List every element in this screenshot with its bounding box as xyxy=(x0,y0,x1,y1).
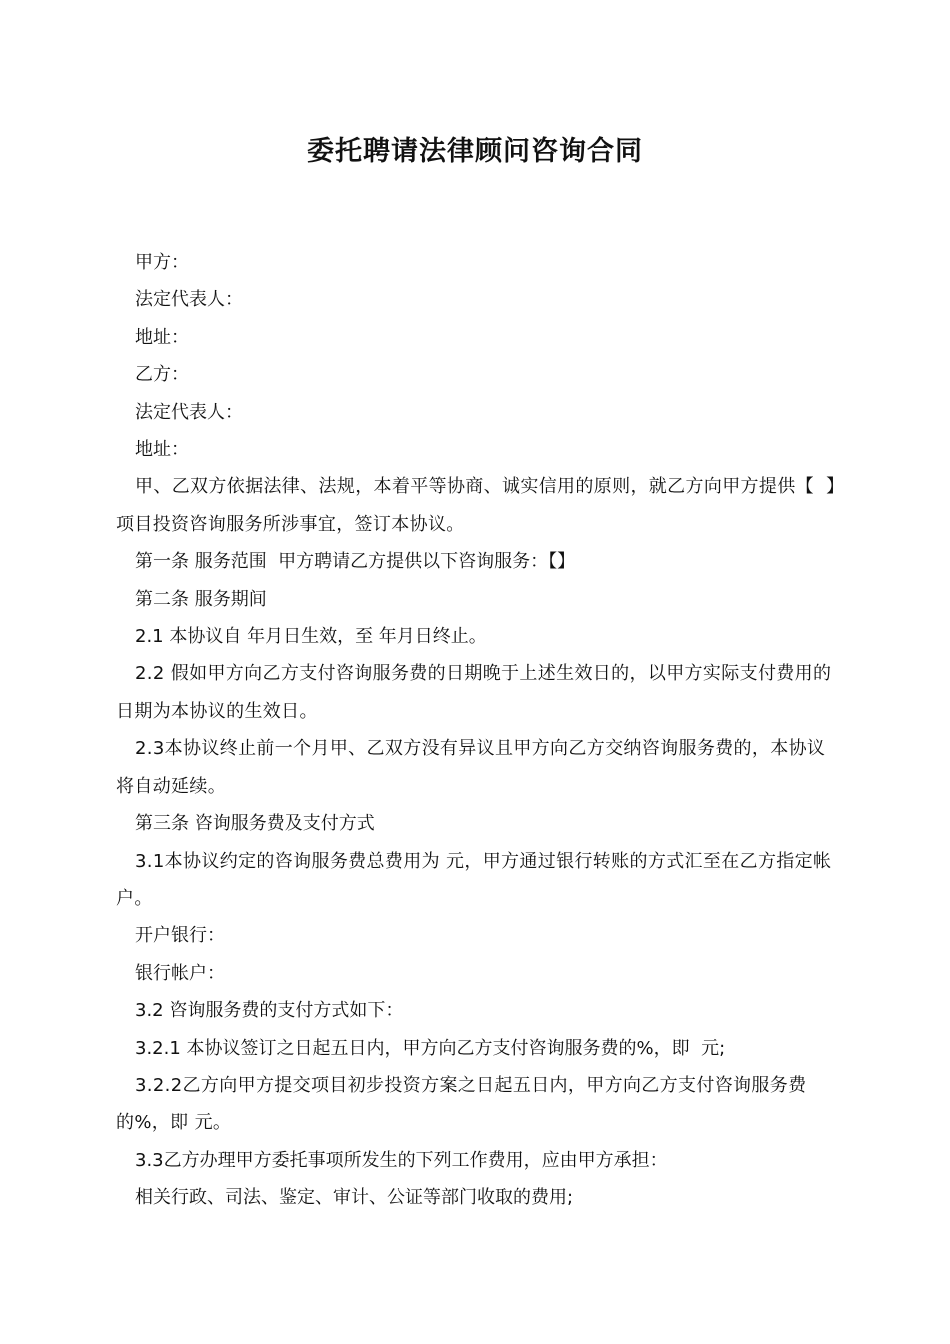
party-a-representative-line: 法定代表人： xyxy=(135,289,243,311)
bank-name-line: 开户银行： xyxy=(135,925,225,947)
clause-2-1: 2.1 本协议自 年月日生效，至 年月日终止。 xyxy=(135,626,487,648)
clause-3-2-1: 3.2.1 本协议签订之日起五日内，甲方向乙方支付咨询服务费的%，即 元; xyxy=(135,1037,726,1059)
party-b-line: 乙方： xyxy=(135,364,189,386)
document-body xyxy=(116,244,838,1217)
article-3-heading: 第三条 咨询服务费及支付方式 xyxy=(135,813,375,835)
clause-2-2: 2.2 假如甲方向乙方支付咨询服务费的日期晚于上述生效日的，以甲方实际支付费用的日期为本协议的生效日。 xyxy=(116,663,832,722)
bank-account-line: 银行帐户： xyxy=(135,962,225,984)
document-title: 委托聘请法律顾问咨询合同 xyxy=(307,136,643,167)
party-a-line: 甲方： xyxy=(135,252,189,273)
clause-3-3: 3.3乙方办理甲方委托事项所发生的下列工作费用，应由甲方承担： xyxy=(135,1149,668,1171)
fees-list-item: 相关行政、司法、鉴定、审计、公证等部门收取的费用; xyxy=(135,1187,574,1209)
clause-3-2-2: 3.2.2乙方向甲方提交项目初步投资方案之日起五日内，甲方向乙方支付咨询服务费的%，即 元。 xyxy=(116,1074,807,1134)
party-b-representative-line: 法定代表人： xyxy=(135,401,243,423)
article-1-scope: 第一条 服务范围 甲方聘请乙方提供以下咨询服务：【】 xyxy=(135,551,576,573)
clause-3-1: 3.1本协议约定的咨询服务费总费用为 元，甲方通过银行转账的方式汇至在乙方指定帐户。 xyxy=(116,850,832,909)
article-2-heading: 第二条 服务期间 xyxy=(135,588,267,610)
clause-2-3: 2.3本协议终止前一个月甲、乙双方没有异议且甲方向乙方交纳咨询服务费的，本协议将自动延续。 xyxy=(116,738,826,797)
clause-3-2: 3.2 咨询服务费的支付方式如下： xyxy=(135,1000,404,1022)
preamble-paragraph: 甲、乙双方依据法律、法规，本着平等协商、诚实信用的原则，就乙方向甲方提供【 】项目投资咨询服务所涉事宜，签订本协议。 xyxy=(116,476,836,535)
party-b-address-line: 地址： xyxy=(135,439,189,461)
party-a-address-line: 地址： xyxy=(135,326,189,348)
